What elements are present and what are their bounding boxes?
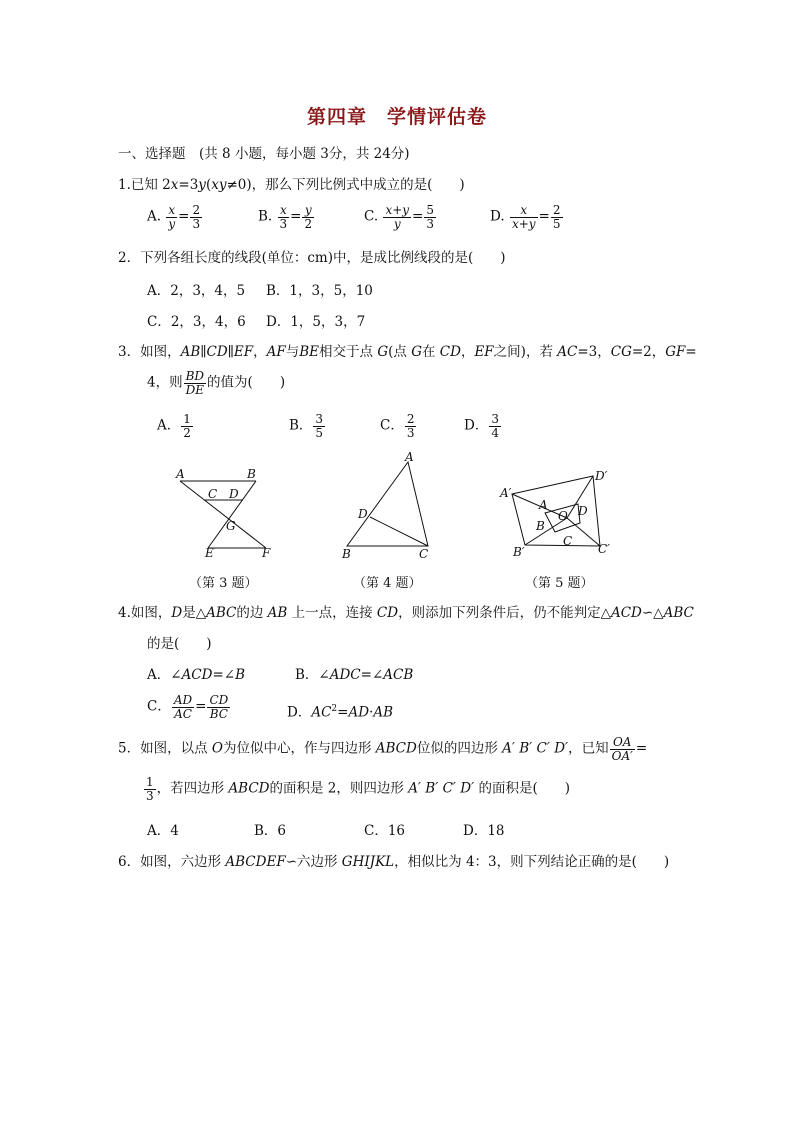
question-1-option-d: D. $\frac{x}{x+y}$ = $\frac{2}{5}$	[490, 203, 561, 231]
fig4-label-c: C	[419, 547, 429, 561]
fig3-label-f: F	[262, 546, 271, 560]
question-2-option-a: A．2，3，4，5	[147, 283, 246, 299]
question-5-option-d: D．18	[463, 823, 505, 839]
fig3-line-af	[180, 481, 266, 548]
fig3-label-b: B	[247, 467, 256, 481]
question-5-option-b: B．6	[254, 823, 287, 839]
question-4-option-a: A．∠ACD=∠B	[147, 667, 246, 683]
fig5-label-a: A	[539, 498, 548, 512]
question-3-stem-line2: 4，则 $\frac{BD}{DE}$ 的值为( )	[147, 369, 286, 397]
figure-3-diagram	[180, 481, 266, 548]
fig3-label-d: D	[229, 487, 239, 501]
question-1-option-a: A. $\frac{x}{y}$ = $\frac{2}{3}$	[147, 203, 201, 231]
question-6-stem: 6．如图，六边形 ABCDEF∽六边形 GHIJKL，相似比为 4：3，则下列结论正确的是( )	[118, 854, 670, 870]
fig3-label-e: E	[205, 546, 214, 560]
fig4-line-cd	[370, 517, 428, 546]
fig4-triangle-abc	[347, 462, 428, 546]
fig5-label-d-prime: D′	[595, 469, 608, 483]
figure-4-diagram	[347, 462, 428, 546]
question-5-option-c: C．16	[364, 823, 406, 839]
fig3-label-a: A	[176, 467, 185, 481]
page-title: 第四章 学情评估卷	[306, 106, 487, 128]
fig4-label-b: B	[342, 547, 351, 561]
figure-4-caption: （第 4 题）	[353, 576, 422, 591]
fig5-label-c-prime: C′	[598, 542, 610, 556]
question-3-option-d: D． $\frac{3}{4}$	[464, 412, 499, 440]
question-2-option-d: D．1，5，3，7	[266, 314, 366, 330]
fig5-label-o: O	[558, 509, 568, 523]
question-5-stem-line2: $\frac{1}{3}$ ，若四边形 ABCD的面积是 2，则四边形 A′ B′ C′ D′ 的面积是( )	[146, 775, 570, 803]
figure-3-caption: （第 3 题）	[189, 576, 258, 591]
question-4-option-d: D．$AC^2=AD\cdot AB$	[287, 704, 394, 721]
question-2-option-c: C．2，3，4，6	[147, 314, 246, 330]
question-1-option-b: B. $\frac{x}{3}$ = $\frac{y}{2}$	[258, 203, 313, 231]
question-5-stem-line1: 5．如图，以点 O为位似中心，作与四边形 ABCD位似的四边形 A′ B′ C′ D′，已知 $\frac{OA}{OA'}$ =	[118, 735, 648, 763]
fig5-label-b-prime: B′	[513, 545, 525, 559]
question-3-stem-line1: 3．如图，AB∥CD∥EF，AF与BE相交于点 G(点 G在 CD，EF之间)，若 AC=3，CG=2，GF=	[118, 344, 697, 360]
question-3-option-a: A． $\frac{1}{2}$	[157, 412, 191, 440]
figure-5-caption: （第 5 题）	[525, 576, 594, 591]
question-4-stem-line1: 4.如图，D是△ABC的边 AB 上一点，连接 CD，则添加下列条件后，仍不能判定△ACD∽△ABC	[118, 605, 694, 621]
fig5-label-c: C	[563, 534, 573, 548]
fig3-label-c: C	[208, 487, 218, 501]
section-header: 一、选择题 (共 8 小题，每小题 3分，共 24分)	[118, 146, 410, 162]
question-4-option-b: B．∠ADC=∠ACB	[295, 667, 414, 683]
question-1-option-c: C. $\frac{x+y}{y}$ = $\frac{5}{3}$	[364, 203, 434, 231]
question-3-option-c: C． $\frac{2}{3}$	[380, 412, 415, 440]
fig4-label-d: D	[358, 507, 368, 521]
fig3-label-g: G	[226, 519, 236, 533]
question-2-option-b: B．1，3，5，10	[266, 283, 373, 299]
fig5-label-b: B	[536, 519, 545, 533]
fig5-label-a-prime: A′	[500, 486, 512, 500]
question-2-stem: 2．下列各组长度的线段(单位：cm)中，是成比例线段的是( )	[118, 250, 506, 266]
question-3-option-b: B． $\frac{3}{5}$	[289, 412, 324, 440]
fig5-label-d: D	[578, 504, 588, 518]
question-4-stem-line2: 的是( )	[147, 636, 212, 652]
fig4-label-a: A	[405, 450, 414, 464]
question-5-option-a: A．4	[147, 823, 179, 839]
question-1-stem: 1.已知 2x=3y(xy≠0)，那么下列比例式中成立的是( )	[118, 177, 465, 193]
question-4-option-c: C． $\frac{AD}{AC}$ = $\frac{CD}{BC}$	[147, 693, 229, 721]
